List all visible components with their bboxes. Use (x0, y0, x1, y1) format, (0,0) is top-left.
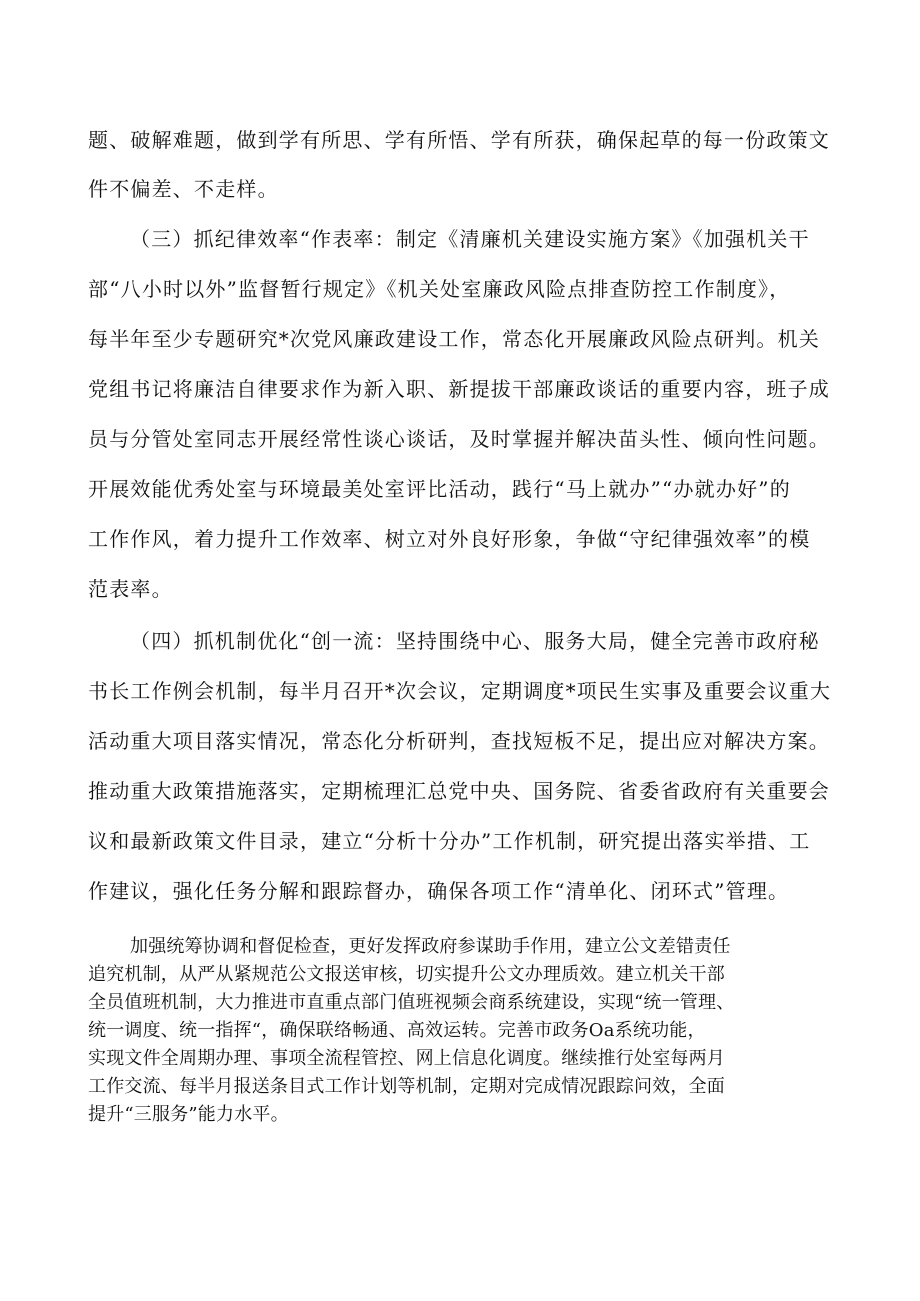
text-line: 部“八小时以外”监督暂行规定》《机关处室廉政风险点排查防控工作制度》， (88, 277, 791, 301)
text-line: 议和最新政策文件目录，建立“分析十分办”工作机制，研究提出落实举措、工 (88, 829, 811, 853)
text-line: 统一调度、统一指挥“，确保联络畅通、高效运转。完善市政务Oa系统功能， (88, 1020, 706, 1041)
text-line: 工作交流、每半月报送条目式工作计划等机制，定期对完成情况跟踪问效，全面 (88, 1076, 725, 1097)
text-line: 员与分管处室同志开展经常性谈心谈话，及时掌握并解决苗头性、倾向性问题。 (88, 427, 830, 451)
text-line: 每半年至少专题研究*次党风廉政建设工作，常态化开展廉政风险点研判。机关 (88, 327, 820, 351)
text-line: 活动重大项目落实情况，常态化分析研判，查找短板不足，提出应对解决方案。 (88, 729, 830, 753)
text-line: 题、破解难题，做到学有所思、学有所悟、学有所获，确保起草的每一份政策文 (88, 128, 830, 152)
text-line: 开展效能优秀处室与环境最美处室评比活动，践行“马上就办”“办就办好”的 (88, 477, 791, 501)
text-line: （四）抓机制优化“创一流：坚持围绕中心、服务大局，健全完善市政府秘 (130, 629, 820, 653)
text-line: 工作作风，着力提升工作效率、树立对外良好形象，争做“守纪律强效率”的模 (88, 527, 811, 551)
text-line: 追究机制，从严从紧规范公文报送审核，切实提升公文办理质效。建立机关干部 (88, 964, 725, 985)
text-line: 件不偏差、不走样。 (88, 177, 279, 201)
text-line: 实现文件全周期办理、事项全流程管控、网上信息化调度。继续推行处室每两月 (88, 1048, 725, 1069)
text-line: （三）抓纪律效率“作表率：制定《清廉机关建设实施方案》《加强机关干 (130, 227, 810, 251)
text-line: 提升“三服务”能力水平。 (88, 1104, 289, 1125)
text-line: 作建议，强化任务分解和跟踪督办，确保各项工作“清单化、闭环式”管理。 (88, 879, 790, 903)
text-line: 全员值班机制，大力推进市直重点部门值班视频会商系统建设，实现“统一管理、 (88, 992, 735, 1013)
text-line: 党组书记将廉洁自律要求作为新入职、新提拔干部廉政谈话的重要内容，班子成 (88, 377, 830, 401)
text-line: 推动重大政策措施落实，定期梳理汇总党中央、国务院、省委省政府有关重要会 (88, 779, 830, 803)
text-line: 范表率。 (88, 577, 173, 601)
text-line: 加强统筹协调和督促检查，更好发挥政府参谋助手作用，建立公文差错责任 (130, 936, 731, 957)
text-line: 书长工作例会机制，每半月召开*次会议，定期调度*项民生实事及重要会议重大 (88, 679, 832, 703)
